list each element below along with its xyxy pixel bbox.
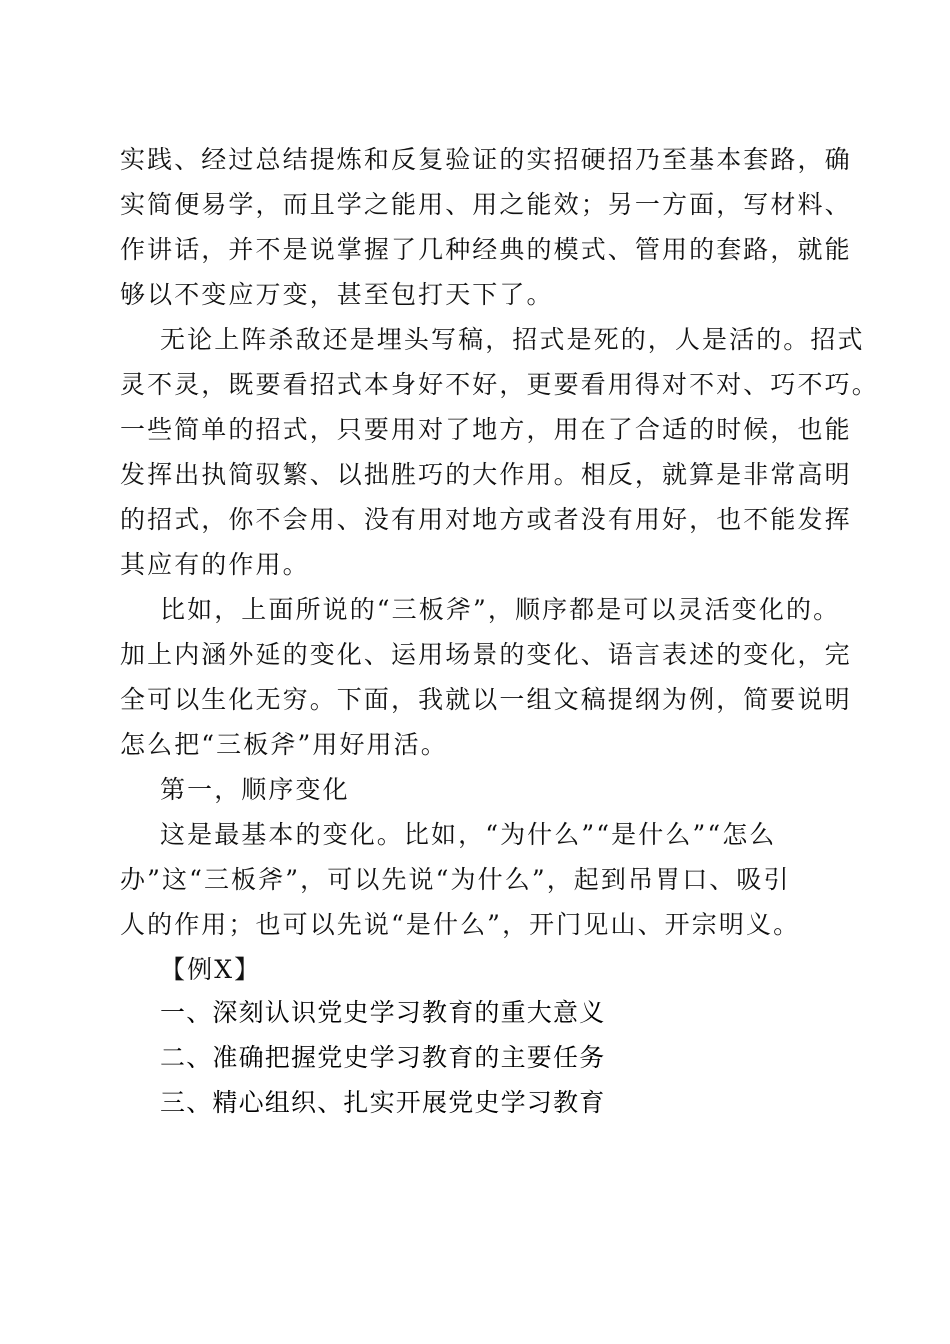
body-line: 的招式，你不会用、没有用对地方或者没有用好，也不能发挥 — [120, 505, 852, 534]
body-line: 怎么把“三板斧”用好用活。 — [120, 730, 448, 759]
body-line: 作讲话，并不是说掌握了几种经典的模式、管用的套路，就能 — [120, 235, 852, 264]
body-line: 人的作用；也可以先说“是什么”，开门见山、开宗明义。 — [120, 910, 801, 939]
example-label: 【例X】 — [160, 955, 262, 984]
outline-item-2: 二、准确把握党史学习教育的主要任务 — [160, 1043, 606, 1072]
outline-item-1: 一、深刻认识党史学习教育的重大意义 — [160, 998, 606, 1027]
body-line: 灵不灵，既要看招式本身好不好，更要看用得对不对、巧不巧。 — [120, 370, 879, 399]
body-line: 一些简单的招式，只要用对了地方，用在了合适的时候，也能 — [120, 415, 852, 444]
body-line: 发挥出执简驭繁、以拙胜巧的大作用。相反，就算是非常高明 — [120, 460, 852, 489]
outline-item-3: 三、精心组织、扎实开展党史学习教育 — [160, 1088, 606, 1117]
body-line: 实践、经过总结提炼和反复验证的实招硬招乃至基本套路，确 — [120, 145, 852, 174]
paragraph-start-line: 无论上阵杀敌还是埋头写稿，招式是死的，人是活的。招式 — [160, 325, 865, 354]
section-title: 第一，顺序变化 — [160, 775, 350, 804]
paragraph-start-line: 比如，上面所说的“三板斧”，顺序都是可以灵活变化的。 — [160, 595, 841, 624]
body-line: 办”这“三板斧”，可以先说“为什么”，起到吊胃口、吸引 — [120, 865, 791, 894]
body-line: 其应有的作用。 — [120, 550, 310, 579]
body-line: 实简便易学，而且学之能用、用之能效；另一方面，写材料、 — [120, 190, 852, 219]
body-line: 够以不变应万变，甚至包打天下了。 — [120, 280, 554, 309]
body-line: 全可以生化无穷。下面，我就以一组文稿提纲为例，简要说明 — [120, 685, 852, 714]
body-line: 加上内涵外延的变化、运用场景的变化、语言表述的变化，完 — [120, 640, 852, 669]
paragraph-start-line: 这是最基本的变化。比如，“为什么”“是什么”“怎么 — [160, 820, 777, 849]
